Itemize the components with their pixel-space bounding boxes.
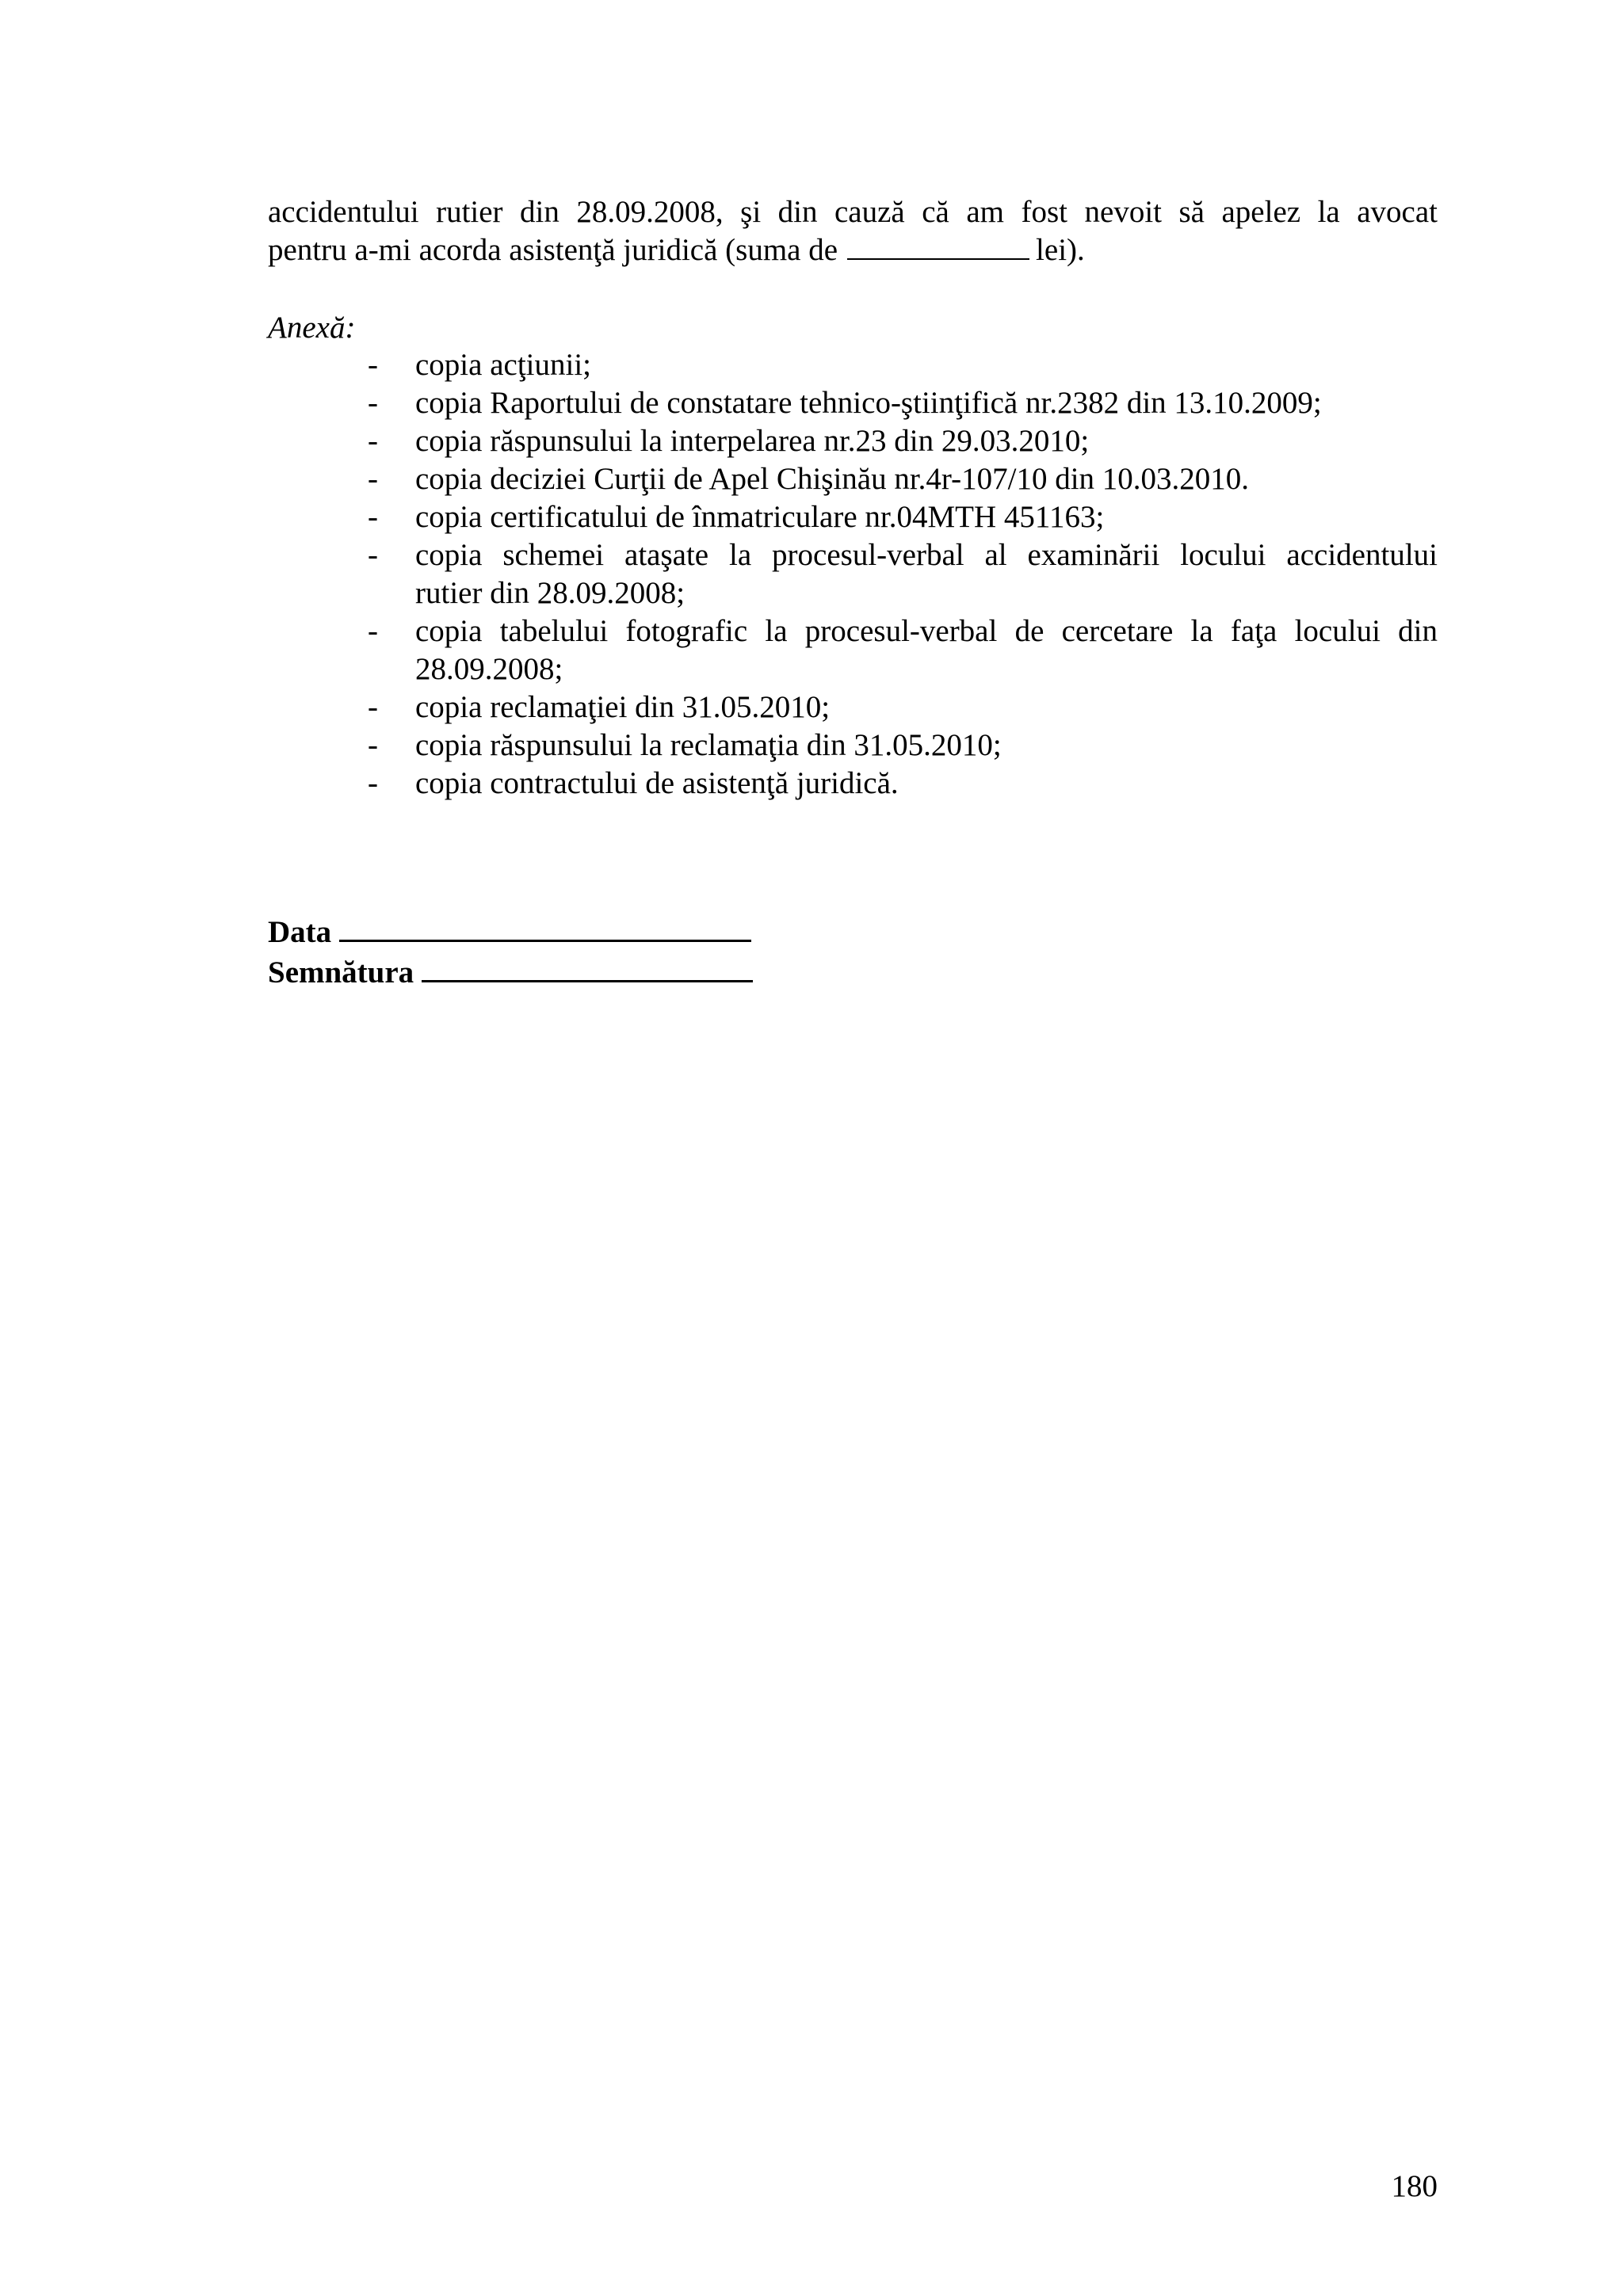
list-dash: - [368,538,378,572]
annex-item-text: copia acţiunii; [415,348,592,382]
list-dash: - [368,766,378,800]
closing-paragraph [268,193,1438,269]
annex-item-line-2: rutier din 28.09.2008; [415,576,685,610]
list-dash: - [368,386,378,420]
list-dash: - [368,462,378,496]
annex-item-text: copia certificatului de înmatriculare nr.04MTH 451163; [415,500,1105,534]
annex-item-text: copia Raportului de constatare tehnico-ştiinţifică nr.2382 din 13.10.2009; [415,386,1322,420]
annex-item-text [415,536,1438,612]
annex-item [268,688,1438,727]
annex-item [268,765,1438,803]
annex-item [268,346,1438,384]
date-label: Data [268,915,332,949]
annex-item [268,536,1438,612]
list-dash: - [368,348,378,382]
annex-item [268,460,1438,498]
annex-list [268,346,1438,803]
list-dash: - [368,424,378,458]
page-number: 180 [1391,2169,1438,2203]
annex-item [268,422,1438,460]
annex-item-text [415,612,1438,688]
date-blank-line [339,911,751,942]
date-row [268,911,753,952]
list-dash: - [368,614,378,648]
paragraph-line-2-text: pentru a-mi acorda asistenţă juridică (suma de [268,233,838,267]
annex-item-line-1: copia schemei ataşate la procesul-verbal al examinării locului accidentului [415,538,1438,572]
annex-item [268,498,1438,536]
annex-item-line-2: 28.09.2008; [415,652,563,686]
list-dash: - [368,728,378,762]
annex-item-text: copia răspunsului la reclamaţia din 31.05.2010; [415,728,1002,762]
annex-item-line-1: copia tabelului fotografic la procesul-verbal de cercetare la faţa locului din [415,614,1438,648]
annex-item-text: copia reclamaţiei din 31.05.2010; [415,690,831,724]
list-dash: - [368,690,378,724]
annex-item [268,384,1438,422]
signature-label: Semnătura [268,955,414,990]
signature-block [268,911,753,992]
amount-blank-line [847,231,1029,260]
signature-row [268,952,753,992]
signature-blank-line [422,952,753,982]
annex-item [268,612,1438,688]
annex-item-text: copia contractului de asistenţă juridică. [415,766,899,800]
paragraph-line-2-end: lei). [1036,233,1085,267]
annex-item-text: copia deciziei Curţii de Apel Chişinău nr.4r-107/10 din 10.03.2010. [415,462,1250,496]
paragraph-line-2 [268,231,1438,269]
annex-item-text: copia răspunsului la interpelarea nr.23 din 29.03.2010; [415,424,1090,458]
paragraph-line-1: accidentului rutier din 28.09.2008, şi din cauză că am fost nevoit să apelez la avocat [268,195,1438,229]
annex-item [268,727,1438,765]
list-dash: - [368,500,378,534]
annex-heading: Anexă: [268,311,356,345]
